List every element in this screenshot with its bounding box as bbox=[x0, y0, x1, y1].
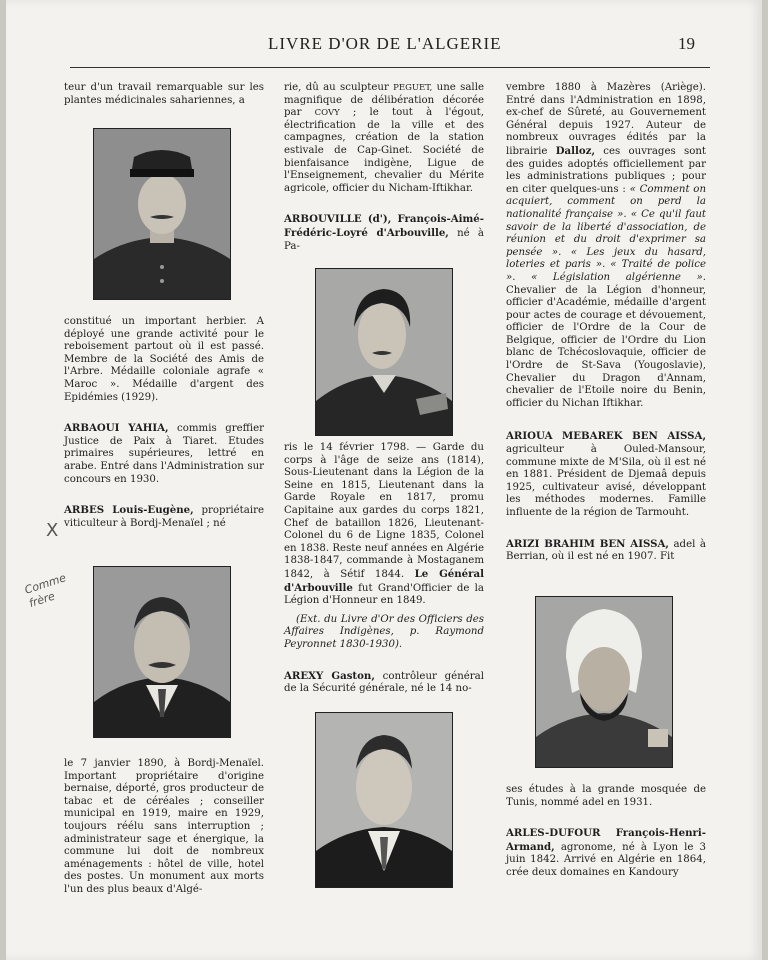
entry-text: agriculteur à Ouled-Mansour, commune mixte de M'Sila, où il est né en 1881. Président de Djemaâ depuis 1925, cultivateur avisé, développant les méthodes modernes. Famille influente de la région de Tarmouht. bbox=[506, 444, 706, 518]
entry-arbouville bbox=[284, 213, 484, 253]
handwritten-margin-note: Comme frère bbox=[23, 571, 68, 611]
portrait-engraving-arbouville bbox=[315, 268, 453, 436]
text-run: ces ouvrages sont des guides adoptés officiellement par les administrations publiques ; pour en citer quelques-uns : bbox=[506, 145, 706, 195]
portrait-arbes-image bbox=[94, 567, 230, 737]
text-run: fut Grand'Officier de la Légion d'Honneur en 1849. bbox=[284, 582, 484, 607]
paragraph: teur d'un travail remarquable sur les plantes médicinales sahariennes, a bbox=[64, 82, 264, 106]
entry-name: ARIOUA MEBAREK BEN AISSA, bbox=[506, 430, 706, 443]
text-run: vembre 1880 à Mazères (Ariège). Entré dans l'Administration en 1898, ex-chef de Sûreté, au Gouvernement Général depuis 1927. Auteur de nombreux ouvrages édités par la librairie bbox=[506, 82, 706, 157]
entry-arles-dufour bbox=[506, 827, 706, 879]
entry-text: né à Pa- bbox=[284, 227, 484, 252]
entry-text: contrôleur général de la Sécurité générale, né le 14 no- bbox=[284, 670, 484, 695]
portrait-photo-arexy bbox=[315, 712, 453, 888]
header-rule bbox=[70, 67, 710, 68]
italic-run: « Comment on acquiert, comment on perd la nationalité française ». « Ce qu'il faut savoir de la liberté d'association, de réunion et du droit d'exprimer sa pensée ». « Les jeux du hasard, loteries et paris ». « Traité de police ». « Législation algérienne ». bbox=[506, 183, 707, 283]
citation: (Ext. du Livre d'Or des Officiers des Affaires Indigènes, p. Raymond Peyronnet 1830-1930). bbox=[284, 613, 484, 650]
portrait-gendarme-image bbox=[94, 129, 230, 299]
paragraph bbox=[506, 82, 706, 410]
entry-text: propriétaire viticulteur à Bordj-Menaïel ; né bbox=[64, 505, 264, 529]
column-1-middle bbox=[64, 316, 264, 530]
column-3-bottom bbox=[506, 784, 706, 880]
text-run: rie, dû au sculpteur bbox=[284, 82, 394, 93]
portrait-photo-arbes bbox=[93, 566, 231, 738]
entry-name: ARBES Louis-Eugène, bbox=[64, 504, 194, 517]
column-2-middle bbox=[284, 442, 484, 696]
text-run: Chevalier de la Légion d'honneur, officier d'Académie, médaille d'argent pour actes de courage et dévouement, officier de l'Ordre de la Cour de Belgique, officier de l'Ordre du Lion blanc de Tchécoslovaquie, officier de l'Ordre de St-Sava (Yougoslavie), Chevalier du Dragon d'Annam, chevalier de l'Etoile noire du Benin, officier du Nichan Iftikhar. bbox=[506, 284, 706, 409]
portrait-arizi-image bbox=[536, 597, 672, 767]
column-2-top bbox=[284, 82, 484, 253]
paragraph: constitué un important herbier. A déployé une grande activité pour le reboisement partout où il est passé. Membre de la Société des Amis de l'Arbre. Médaille coloniale agrafe « Maroc ». Médaille d'argent des Epidémies (1929). bbox=[64, 316, 264, 403]
decorator-name: COVY bbox=[314, 108, 340, 119]
portrait-photo-gendarme bbox=[93, 128, 231, 300]
text-run: une salle magnifique de délibération décorée par bbox=[284, 82, 484, 119]
entry-arioua bbox=[506, 430, 706, 519]
entry-name: ARLES-DUFOUR François-Henri-Armand, bbox=[506, 827, 706, 853]
column-1-top bbox=[64, 82, 264, 107]
entry-text: agronome, né à Lyon le 3 juin 1842. Arrivé en Algérie en 1864, crée deux domaines en Kandoury bbox=[506, 841, 706, 878]
bold-run: Le Général d'Arbouville bbox=[284, 567, 484, 594]
portrait-photo-arizi bbox=[535, 596, 673, 768]
entry-arbaoui bbox=[64, 422, 264, 486]
entry-name: ARBAOUI YAHIA, bbox=[64, 422, 169, 435]
text-run: ; le tout à l'égout, électrification de la ville et des campagnes, création de la station estivale de Cap-Ginet. Société de bienfaisance indigène, Ligue de l'Enseignement, chevalier du Mérite agricole, officier du Nicham-Iftikhar. bbox=[284, 107, 484, 194]
paragraph: ses études à la grande mosquée de Tunis, nommé adel en 1931. bbox=[506, 784, 706, 808]
column-1-bottom bbox=[64, 758, 264, 897]
entry-name: ARBOUVILLE (d'), François-Aimé-Frédéric-Loyré d'Arbouville, bbox=[284, 213, 484, 239]
paragraph bbox=[284, 82, 484, 195]
paragraph: le 7 janvier 1890, à Bordj-Menaïel. Important propriétaire d'origine bernaise, déporté, gros producteur de tabac et de céréales ; conseiller municipal en 1919, maire en 1929, toujours réélu sans interruption ; administrateur sage et énergique, la commune lui doit de nombreux aménagements : hôtel de ville, hotel des postes. Un monument aux morts l'un des plus beaux d'Algé- bbox=[64, 758, 264, 895]
bold-run: Dalloz, bbox=[555, 144, 595, 157]
entry-arizi bbox=[506, 538, 706, 564]
running-header-title: LIVRE D'OR DE L'ALGERIE bbox=[268, 34, 502, 53]
portrait-arbouville-image bbox=[316, 269, 452, 435]
entry-text: adel à Berrian, où il est né en 1907. Fit bbox=[506, 538, 706, 563]
entry-name: AREXY Gaston, bbox=[284, 669, 375, 682]
paragraph bbox=[284, 442, 484, 608]
entry-arexy bbox=[284, 670, 484, 696]
document-page bbox=[6, 0, 762, 960]
handwritten-cross-mark: X bbox=[46, 520, 59, 541]
entry-arbes bbox=[64, 504, 264, 530]
page-number: 19 bbox=[678, 34, 695, 53]
entry-text: commis greffier Justice de Paix à Tiaret. Etudes primaires supérieures, lettré en arabe. Entré dans l'Administration sur concours en 1930. bbox=[64, 423, 265, 485]
entry-name: ARIZI BRAHIM BEN AISSA, bbox=[506, 537, 669, 550]
sculptor-name: PEGUET, bbox=[393, 83, 433, 93]
text-run: ris le 14 février 1798. — Garde du corps à l'âge de seize ans (1814), Sous-Lieutenant dans la Légion de la Seine en 1815, Lieutenant dans la Garde Royale en 1817, promu Capitaine aux gardes du corps 1821, Chef de bataillon 1826, Lieutenant-Colonel du 6 de Ligne 1835, Colonel en 1838. Reste neuf années en Algérie 1838-1847, commande à Mostaganem 1842, à Sétif 1844. bbox=[284, 442, 484, 580]
column-3-top bbox=[506, 82, 706, 564]
portrait-arexy-image bbox=[316, 713, 452, 887]
